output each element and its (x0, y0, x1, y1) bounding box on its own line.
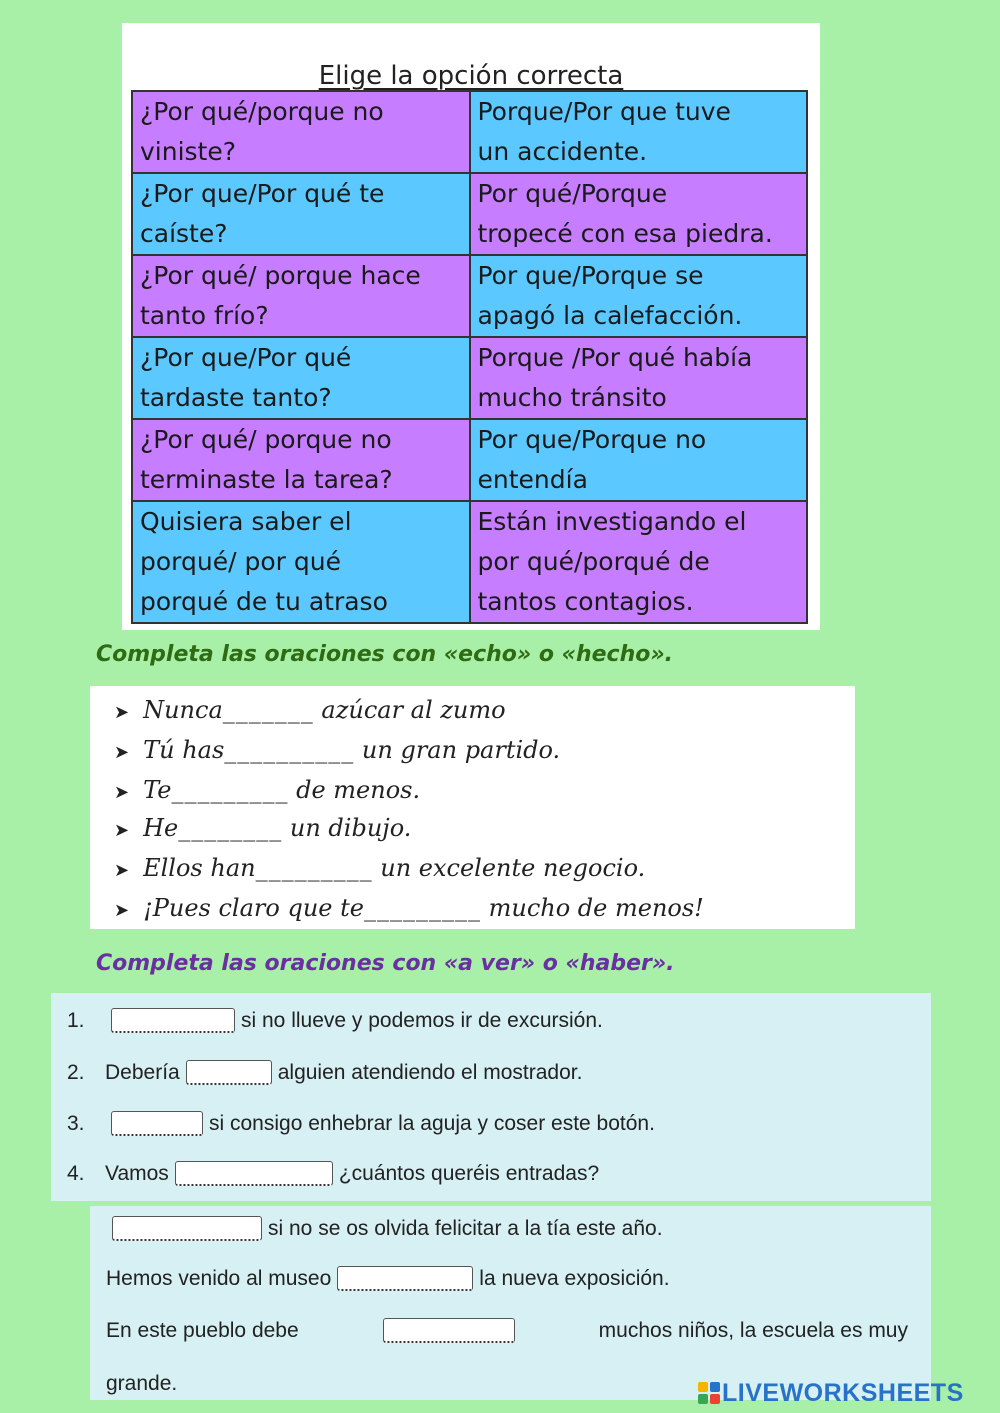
logo-text: LIVEWORKSHEETS (722, 1378, 964, 1407)
sentence-start: Nunca (143, 696, 223, 724)
sentence-end: de menos. (296, 776, 421, 804)
fill-blank[interactable]: _________ (255, 854, 373, 882)
answer-input[interactable] (111, 1008, 235, 1033)
list-item (67, 1161, 599, 1186)
list-item (114, 776, 420, 816)
sentence-end: la nueva exposición. (479, 1267, 670, 1290)
options-row (132, 337, 807, 419)
fill-blank[interactable]: _______ (222, 696, 314, 724)
options-cell-left[interactable]: ¿Por qué/porque no viniste? (132, 91, 470, 173)
sentence-end: un gran partido. (361, 736, 561, 764)
list-item (106, 1266, 670, 1291)
a-ver-haber-card-2 (90, 1206, 931, 1400)
sentence-end: mucho de menos! (488, 894, 704, 922)
item-number: 3. (67, 1112, 85, 1135)
options-table (131, 90, 808, 624)
list-item (106, 1216, 663, 1241)
arrow-bullet-icon: ➤ (114, 860, 130, 881)
sentence-start: Ellos han (143, 854, 256, 882)
answer-input[interactable] (186, 1060, 272, 1085)
sentence-end: un excelente negocio. (380, 854, 646, 882)
list-item (114, 736, 560, 776)
sentence-start: Debería (105, 1061, 180, 1084)
fill-blank[interactable]: ________ (178, 814, 283, 842)
sentence-end: alguien atendiendo el mostrador. (277, 1061, 583, 1084)
sentence-start: Tú has (143, 736, 225, 764)
arrow-bullet-icon: ➤ (114, 782, 130, 803)
answer-input[interactable] (175, 1161, 333, 1186)
liveworksheets-logo-icon (698, 1382, 720, 1404)
sentence-end: si no llueve y podemos ir de excursión. (241, 1009, 603, 1032)
options-cell-right[interactable]: Porque/Por que tuve un accidente. (470, 91, 808, 173)
options-cell-right[interactable]: Por qué/Porque tropecé con esa piedra. (470, 173, 808, 255)
sentence-end: un dibujo. (289, 814, 412, 842)
list-item (67, 1060, 582, 1085)
options-row (132, 173, 807, 255)
fill-blank[interactable]: _________ (171, 776, 289, 804)
sentence-start: Hemos venido al museo (106, 1267, 332, 1290)
list-item (114, 696, 506, 736)
list-item (67, 1008, 603, 1033)
a-ver-haber-card (51, 993, 931, 1201)
sentence-end: ¿cuántos queréis entradas? (338, 1162, 600, 1185)
item-number: 1. (67, 1009, 85, 1032)
options-row (132, 255, 807, 337)
list-item (114, 854, 645, 894)
list-item (114, 814, 411, 854)
arrow-bullet-icon: ➤ (114, 900, 130, 921)
options-card (122, 23, 820, 630)
section2-heading: Completa las oraciones con «echo» o «hecho». (96, 642, 673, 667)
options-cell-left[interactable]: ¿Por qué/ porque hace tanto frío? (132, 255, 470, 337)
sentence-start: Te (143, 776, 172, 804)
options-cell-left[interactable]: Quisiera saber el porqué/ por qué porqué de tu atraso (132, 501, 470, 623)
arrow-bullet-icon: ➤ (114, 742, 130, 763)
options-cell-left[interactable]: ¿Por que/Por qué te caíste? (132, 173, 470, 255)
answer-input[interactable] (337, 1266, 473, 1291)
list-item (106, 1372, 177, 1396)
options-cell-right[interactable]: Por que/Porque se apagó la calefacción. (470, 255, 808, 337)
fill-blank[interactable]: _________ (363, 894, 481, 922)
options-cell-right[interactable]: Están investigando el por qué/porqué de tantos contagios. (470, 501, 808, 623)
options-row (132, 91, 807, 173)
options-cell-left[interactable]: ¿Por que/Por qué tardaste tanto? (132, 337, 470, 419)
options-row (132, 501, 807, 623)
list-item (106, 1318, 908, 1343)
sentence-start: ¡Pues claro que te (143, 894, 364, 922)
options-cell-right[interactable]: Porque /Por qué había mucho tránsito (470, 337, 808, 419)
options-cell-right[interactable]: Por que/Porque no entendía (470, 419, 808, 501)
section1-title: Elige la opción correcta (318, 61, 624, 91)
sentence-end: si no se os olvida felicitar a la tía este año. (268, 1217, 663, 1240)
fill-blank[interactable]: __________ (224, 736, 355, 764)
answer-input[interactable] (383, 1318, 515, 1343)
arrow-bullet-icon: ➤ (114, 820, 130, 841)
sentence-end: si consigo enhebrar la aguja y coser este botón. (209, 1112, 655, 1135)
sentence-start: Vamos (105, 1162, 169, 1185)
liveworksheets-logo[interactable] (698, 1378, 964, 1408)
sentence-start: He (143, 814, 179, 842)
answer-input[interactable] (112, 1216, 262, 1241)
options-row (132, 419, 807, 501)
section3-heading: Completa las oraciones con «a ver» o «haber». (96, 951, 675, 976)
answer-input[interactable] (111, 1111, 203, 1136)
list-item (67, 1111, 655, 1136)
sentence-start: grande. (106, 1372, 178, 1395)
sentence-end: muchos niños, la escuela es muy (598, 1319, 908, 1342)
echo-hecho-card (90, 686, 855, 929)
sentence-start: En este pueblo debe (106, 1319, 299, 1342)
item-number: 2. (67, 1061, 85, 1084)
list-item (114, 894, 704, 934)
arrow-bullet-icon: ➤ (114, 702, 130, 723)
sentence-end: azúcar al zumo (321, 696, 506, 724)
options-cell-left[interactable]: ¿Por qué/ porque no terminaste la tarea? (132, 419, 470, 501)
item-number: 4. (67, 1162, 85, 1185)
